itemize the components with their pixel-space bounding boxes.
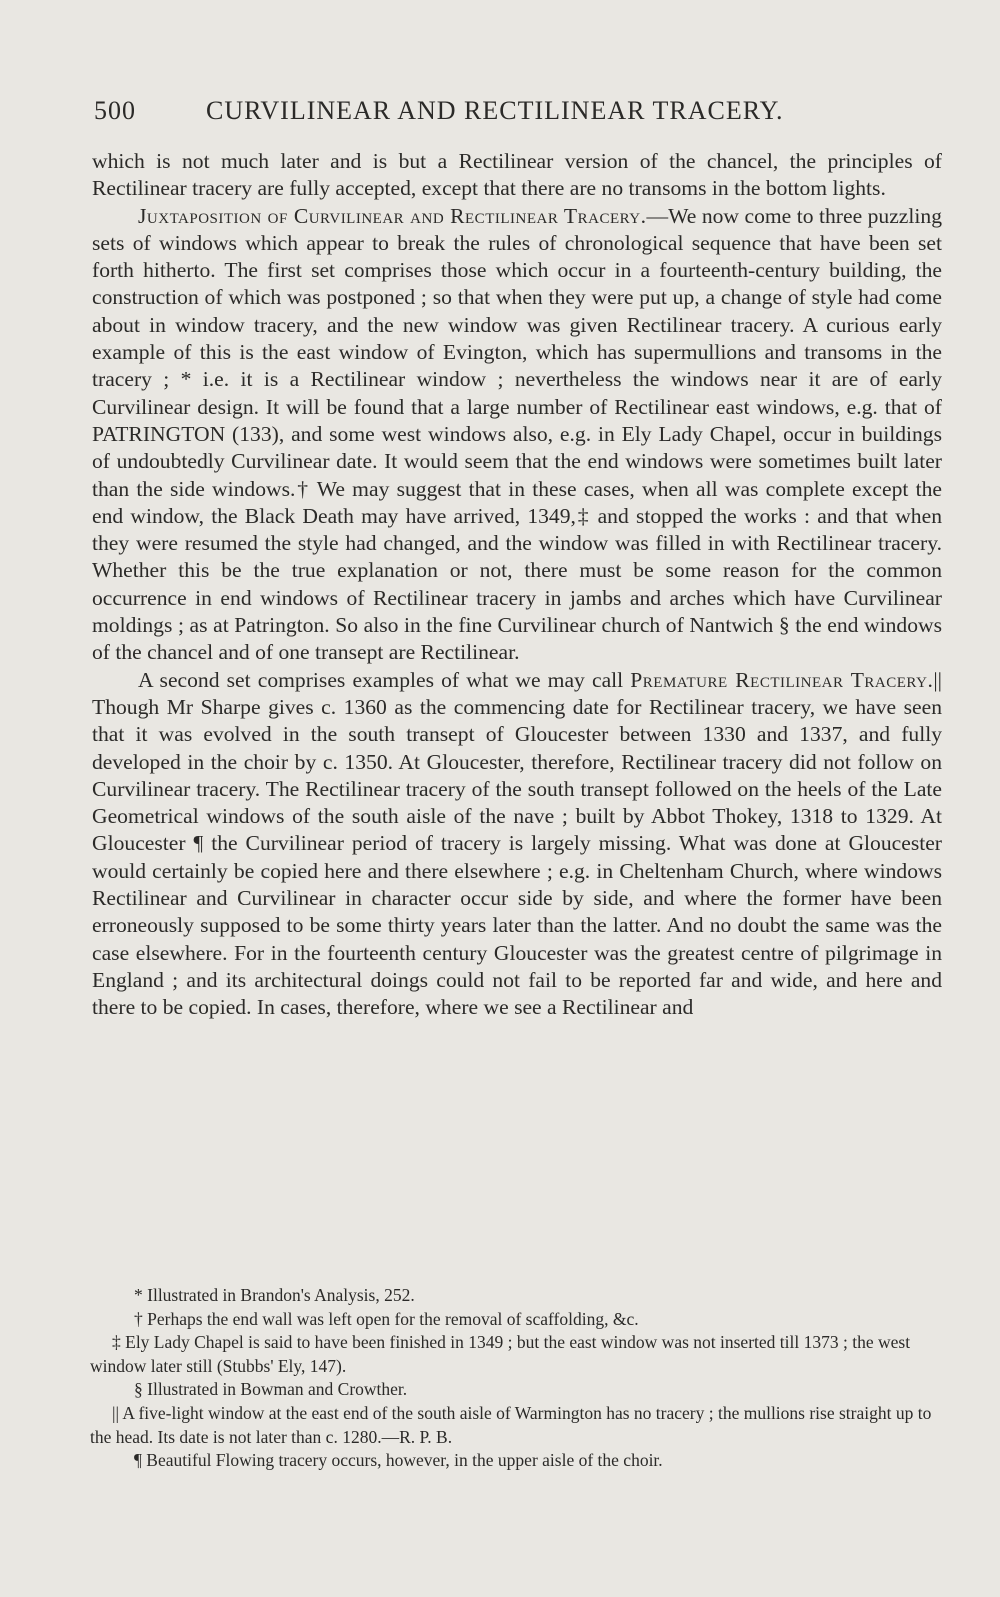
paragraph-continuation: which is not much later and is but a Rectilinear version of the chancel, the principles of Rectilinear tracery are fully accepted, except that there are no transoms in the bottom lights.	[92, 149, 942, 201]
paragraph-juxtaposition	[92, 203, 942, 667]
section-term: Premature Rectilinear Tracery.	[630, 667, 934, 692]
footnote: ¶ Beautiful Flowing tracery occurs, however, in the upper aisle of the choir.	[134, 1450, 663, 1471]
main-text	[92, 148, 942, 1022]
footnote: ‡ Ely Lady Chapel is said to have been finished in 1349 ; but the east window was not inserted till 1373 ; the west window later still (Stubbs' Ely, 147).	[90, 1332, 911, 1376]
page-number: 500	[94, 96, 136, 125]
running-header	[94, 96, 934, 126]
paragraph-text: || Though Mr Sharpe gives c. 1360 as the commencing date for Rectilinear tracery, we have seen that it was evolved in the south transept of Gloucester between 1330 and 1337, and fully developed in the choir by c. 1350. At Gloucester, therefore, Rectilinear tracery did not follow on Curvilinear tracery. The Rectilinear tracery of the south transept followed on the heels of the Late Geometrical windows of the south aisle of the nave ; built by Abbot Thokey, 1318 to 1329. At Gloucester ¶ the Curvilinear period of tracery is largely missing. What was done at Gloucester would certainly be copied here and there elsewhere ; e.g. in Cheltenham Church, where windows Rectilinear and Curvilinear in character occur side by side, and where the former have been erroneously supposed to be some thirty years later than the latter. And no doubt the same was the case elsewhere. For in the fourteenth century Gloucester was the greatest centre of pilgrimage in England ; and its architectural doings could not fail to be reported far and wide, and here and there to be copied. In cases, therefore, where we see a Rectilinear and	[92, 667, 942, 1020]
paragraph-lead: A second set comprises examples of what we may call	[138, 667, 631, 692]
footnote: § Illustrated in Bowman and Crowther.	[134, 1379, 408, 1400]
paragraph-premature	[92, 667, 942, 1022]
footnote: * Illustrated in Brandon's Analysis, 252.	[134, 1285, 415, 1305]
footnotes	[90, 1284, 942, 1473]
paragraph-text: —We now come to three puzzling sets of windows which appear to break the rules of chronological sequence that have been set forth hitherto. The first set comprises those which occur in a fourteenth-century building, the construction of which was postponed ; so that when they were put up, a change of style had come about in window tracery, and the new window was given Rectilinear tracery. A curious early example of this is the east window of Evington, which has supermullions and transoms in the tracery ; * i.e. it is a Rectilinear window ; nevertheless the windows near it are of early Curvilinear design. It will be found that a large number of Rectilinear east windows, e.g. that of PATRINGTON (133), and some west windows also, e.g. in Ely Lady Chapel, occur in buildings of undoubtedly Curvilinear date. It would seem that the end windows were sometimes built later than the side windows.† We may suggest that in these cases, when all was complete except the end window, the Black Death may have arrived, 1349,‡ and stopped the works : and that when they were resumed the style had changed, and the window was filled in with Rectilinear tracery. Whether this be the true explanation or not, there must be some reason for the common occurrence in end windows of Rectilinear tracery in jambs and arches which have Curvilinear moldings ; as at Patrington. So also in the fine Curvilinear church of Nantwich § the end windows of the chancel and of one transept are Rectilinear.	[92, 203, 942, 665]
section-heading: Juxtaposition of Curvilinear and Rectilinear Tracery.	[138, 203, 647, 228]
footnote: || A five-light window at the east end of the south aisle of Warmington has no tracery ; the mullions rise straight up to the head. Its date is not later than c. 1280.—R. P. B.	[90, 1402, 932, 1447]
running-title: CURVILINEAR AND RECTILINEAR TRACERY.	[206, 96, 784, 125]
footnote: † Perhaps the end wall was left open for the removal of scaffolding, &c.	[134, 1308, 639, 1329]
